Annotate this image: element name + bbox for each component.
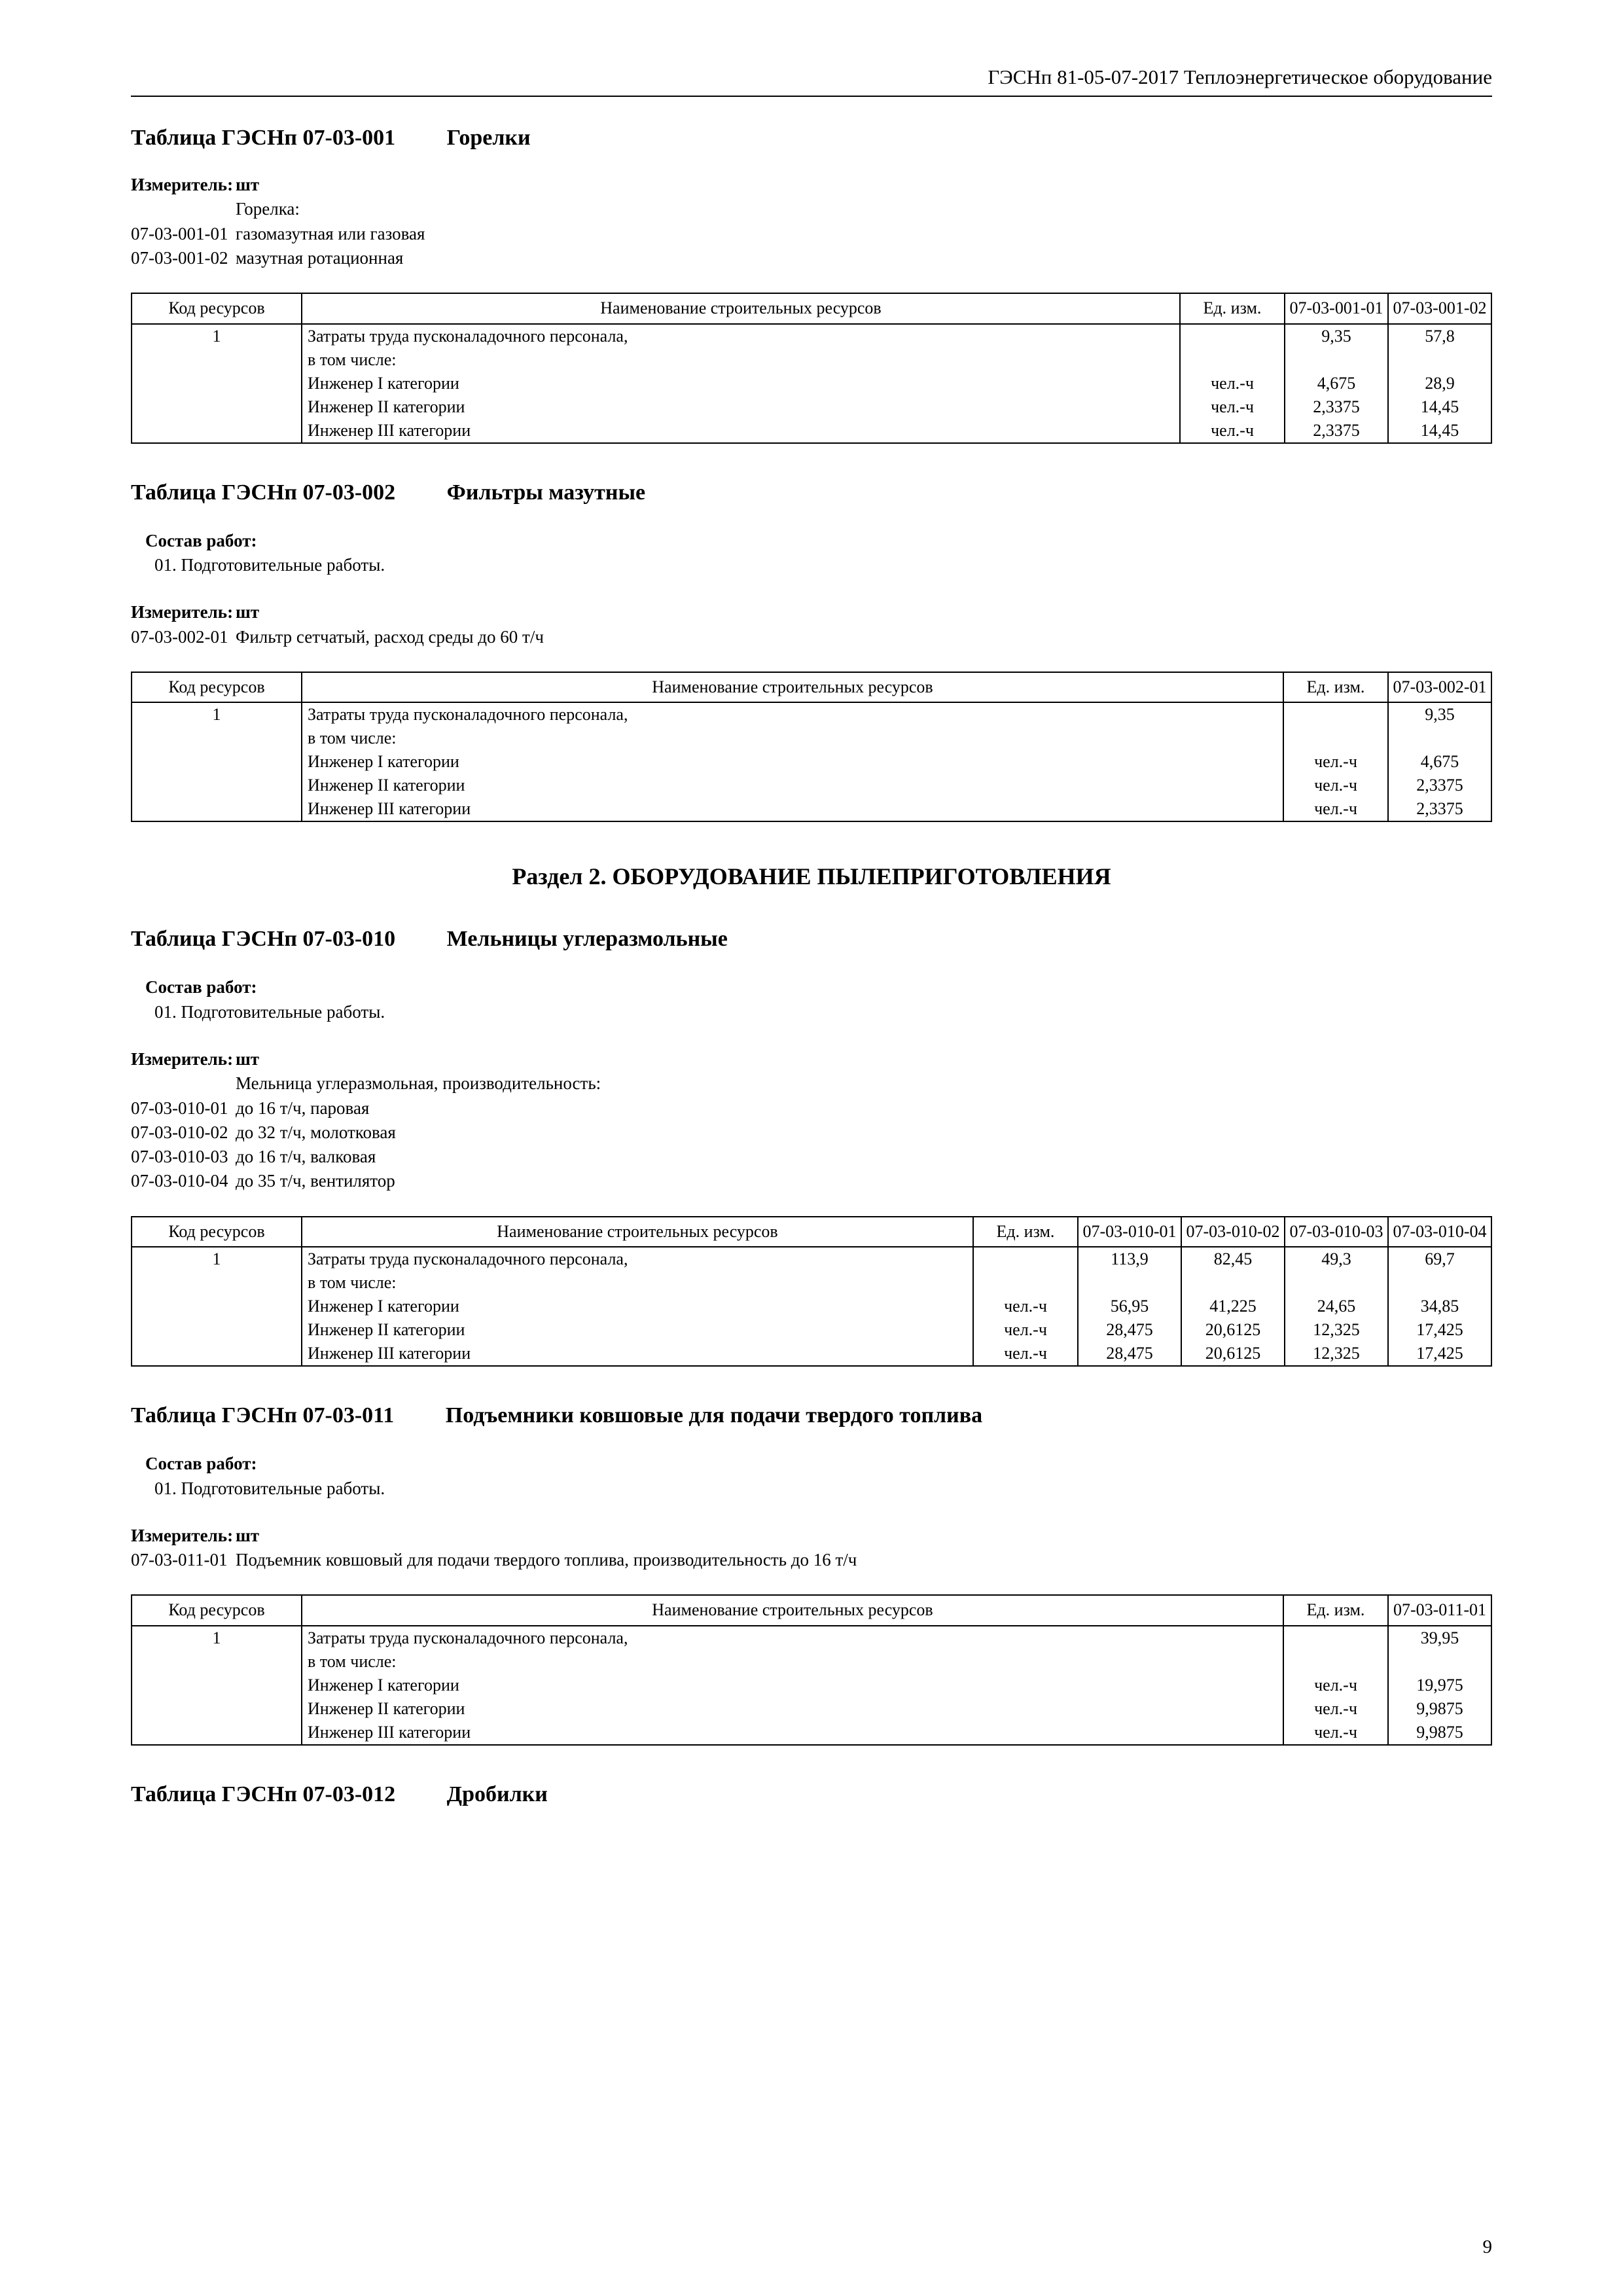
table-row	[132, 1721, 1491, 1745]
composition-item: 01. Подготовительные работы.	[154, 1002, 385, 1022]
composition-block	[131, 975, 1492, 1025]
measure-caption: Горелка:	[236, 199, 300, 219]
row-value: 28,475	[1078, 1342, 1181, 1366]
row-name: Инженер I категории	[302, 1295, 973, 1318]
row-code	[132, 774, 302, 797]
item-code: 07-03-001-01	[131, 223, 228, 243]
row-value: 57,8	[1388, 324, 1491, 348]
table-heading	[131, 480, 1492, 505]
col-header-variant-1: 07-03-011-01	[1388, 1595, 1491, 1626]
row-unit	[973, 1247, 1078, 1271]
measure-label: Измеритель:	[131, 1525, 234, 1545]
table-row	[132, 372, 1491, 395]
item-code: 07-03-010-01	[131, 1098, 228, 1118]
row-name: Инженер II категории	[302, 1318, 973, 1342]
row-value: 9,9875	[1388, 1721, 1491, 1745]
table-row	[132, 348, 1491, 372]
row-name: Затраты труда пусконаладочного персонала,	[302, 324, 1180, 348]
col-header-name: Наименование строительных ресурсов	[302, 1217, 973, 1247]
col-header-name: Наименование строительных ресурсов	[302, 1595, 1283, 1626]
row-unit: чел.-ч	[1283, 1674, 1388, 1697]
row-unit: чел.-ч	[973, 1342, 1078, 1366]
row-code	[132, 1342, 302, 1366]
table-row	[132, 395, 1491, 419]
row-name: в том числе:	[302, 726, 1283, 750]
row-value: 2,3375	[1285, 395, 1388, 419]
table-heading-code: Таблица ГЭСНп 07-03-010	[131, 927, 396, 952]
row-value: 2,3375	[1285, 419, 1388, 443]
row-name: Инженер II категории	[302, 1697, 1283, 1721]
row-unit	[1283, 726, 1388, 750]
col-header-code: Код ресурсов	[132, 293, 302, 324]
row-name: Инженер II категории	[302, 774, 1283, 797]
row-code	[132, 1697, 302, 1721]
row-value: 4,675	[1388, 750, 1491, 774]
col-header-variant-1: 07-03-001-01	[1285, 293, 1388, 324]
page-number: 9	[1482, 2236, 1492, 2257]
row-value: 9,35	[1285, 324, 1388, 348]
table-row	[132, 702, 1491, 726]
table-row	[132, 1674, 1491, 1697]
table-header-row	[132, 1217, 1491, 1247]
row-name: в том числе:	[302, 348, 1180, 372]
item-text: Подъемник ковшовый для подачи твердого топлива, производительность до 16 т/ч	[236, 1550, 857, 1570]
row-unit: чел.-ч	[1283, 774, 1388, 797]
measure-value: шт	[236, 1049, 260, 1069]
row-value: 14,45	[1388, 395, 1491, 419]
row-value: 9,35	[1388, 702, 1491, 726]
row-code: 1	[132, 702, 302, 726]
row-code	[132, 1674, 302, 1697]
table-heading-code: Таблица ГЭСНп 07-03-001	[131, 126, 396, 150]
row-value: 4,675	[1285, 372, 1388, 395]
measure-value: шт	[236, 1525, 260, 1545]
col-header-variant-2: 07-03-010-02	[1181, 1217, 1285, 1247]
row-value	[1388, 726, 1491, 750]
col-header-unit: Ед. изм.	[1180, 293, 1285, 324]
table-block-07-03-011	[131, 1403, 1492, 1746]
table-block-07-03-010	[131, 927, 1492, 1367]
row-unit	[1283, 1650, 1388, 1674]
row-value	[1388, 348, 1491, 372]
resource-table	[131, 1594, 1492, 1746]
table-header-row	[132, 672, 1491, 703]
section-heading: Раздел 2. ОБОРУДОВАНИЕ ПЫЛЕПРИГОТОВЛЕНИЯ	[512, 863, 1111, 890]
table-row	[132, 750, 1491, 774]
row-unit	[1283, 702, 1388, 726]
table-header-row	[132, 1595, 1491, 1626]
row-value: 12,325	[1285, 1318, 1388, 1342]
row-code	[132, 726, 302, 750]
row-code	[132, 372, 302, 395]
row-value: 113,9	[1078, 1247, 1181, 1271]
col-header-unit: Ед. изм.	[1283, 1595, 1388, 1626]
row-unit	[1180, 324, 1285, 348]
row-value: 2,3375	[1388, 774, 1491, 797]
row-name: Затраты труда пусконаладочного персонала,	[302, 1247, 973, 1271]
row-name: в том числе:	[302, 1650, 1283, 1674]
item-text: до 32 т/ч, молотковая	[236, 1122, 396, 1142]
row-name: Инженер II категории	[302, 395, 1180, 419]
row-code: 1	[132, 1247, 302, 1271]
row-name: Инженер I категории	[302, 1674, 1283, 1697]
row-value	[1285, 1271, 1388, 1295]
table-header-row	[132, 293, 1491, 324]
row-unit: чел.-ч	[1180, 372, 1285, 395]
row-value: 19,975	[1388, 1674, 1491, 1697]
col-header-variant-2: 07-03-001-02	[1388, 293, 1491, 324]
col-header-variant-3: 07-03-010-03	[1285, 1217, 1388, 1247]
measure-caption: Мельница углеразмольная, производительность:	[236, 1073, 601, 1094]
row-code	[132, 419, 302, 443]
col-header-code: Код ресурсов	[132, 1217, 302, 1247]
resource-table	[131, 672, 1492, 823]
row-value: 20,6125	[1181, 1342, 1285, 1366]
composition-block	[131, 1452, 1492, 1501]
table-heading-name: Горелки	[446, 126, 531, 150]
row-code	[132, 1318, 302, 1342]
row-code: 1	[132, 1626, 302, 1650]
table-heading-code: Таблица ГЭСНп 07-03-011	[131, 1403, 395, 1428]
row-code: 1	[132, 324, 302, 348]
table-row	[132, 726, 1491, 750]
row-code	[132, 348, 302, 372]
table-row	[132, 1295, 1491, 1318]
list-item	[131, 1169, 1492, 1193]
measure-value: шт	[236, 175, 260, 194]
row-value: 28,475	[1078, 1318, 1181, 1342]
row-unit: чел.-ч	[1283, 750, 1388, 774]
col-header-name: Наименование строительных ресурсов	[302, 293, 1180, 324]
item-text: мазутная ротационная	[236, 247, 404, 268]
composition-title: Состав работ:	[145, 1454, 257, 1474]
row-code	[132, 1721, 302, 1745]
page-header: ГЭСНп 81-05-07-2017 Теплоэнергетическое оборудование	[131, 65, 1492, 97]
item-code: 07-03-010-03	[131, 1147, 228, 1167]
row-unit: чел.-ч	[1283, 1697, 1388, 1721]
row-code	[132, 1295, 302, 1318]
row-value	[1285, 348, 1388, 372]
row-code	[132, 750, 302, 774]
resource-table	[131, 293, 1492, 444]
table-row	[132, 774, 1491, 797]
row-name: Затраты труда пусконаладочного персонала,	[302, 1626, 1283, 1650]
row-name: Инженер III категории	[302, 1721, 1283, 1745]
table-heading-code: Таблица ГЭСНп 07-03-002	[131, 480, 396, 505]
composition-block	[131, 529, 1492, 579]
item-text: до 16 т/ч, валковая	[236, 1147, 376, 1167]
row-name: Затраты труда пусконаладочного персонала,	[302, 702, 1283, 726]
measure-label: Измеритель:	[131, 602, 234, 622]
table-row	[132, 1697, 1491, 1721]
measure-value: шт	[236, 602, 260, 622]
row-name: в том числе:	[302, 1271, 973, 1295]
measure-block	[131, 1047, 1492, 1194]
composition-item: 01. Подготовительные работы.	[154, 1479, 385, 1498]
list-item	[131, 1145, 1492, 1169]
col-header-code: Код ресурсов	[132, 672, 302, 703]
table-heading	[131, 126, 1492, 151]
measure-block	[131, 1524, 1492, 1573]
item-code: 07-03-001-02	[131, 247, 228, 268]
row-value: 49,3	[1285, 1247, 1388, 1271]
row-unit	[1180, 348, 1285, 372]
composition-title: Состав работ:	[145, 977, 257, 997]
item-text: Фильтр сетчатый, расход среды до 60 т/ч	[236, 626, 544, 647]
row-code	[132, 395, 302, 419]
item-text: газомазутная или газовая	[236, 223, 425, 243]
row-unit: чел.-ч	[1180, 419, 1285, 443]
row-value: 34,85	[1388, 1295, 1491, 1318]
table-block-07-03-002	[131, 480, 1492, 823]
composition-item: 01. Подготовительные работы.	[154, 555, 385, 575]
table-row	[132, 324, 1491, 348]
row-name: Инженер III категории	[302, 419, 1180, 443]
col-header-variant-1: 07-03-002-01	[1388, 672, 1491, 703]
row-value: 12,325	[1285, 1342, 1388, 1366]
table-heading	[131, 1403, 1492, 1428]
item-text: до 16 т/ч, паровая	[236, 1098, 370, 1118]
row-value: 2,3375	[1388, 797, 1491, 821]
row-value	[1181, 1271, 1285, 1295]
row-value: 9,9875	[1388, 1697, 1491, 1721]
table-row	[132, 419, 1491, 443]
row-name: Инженер III категории	[302, 1342, 973, 1366]
measure-label: Измеритель:	[131, 1049, 234, 1069]
item-code: 07-03-002-01	[131, 626, 228, 647]
row-name: Инженер I категории	[302, 750, 1283, 774]
row-value: 82,45	[1181, 1247, 1285, 1271]
row-value: 24,65	[1285, 1295, 1388, 1318]
row-value	[1388, 1650, 1491, 1674]
table-heading-name: Подъемники ковшовые для подачи твердого топлива	[445, 1403, 983, 1428]
list-item	[131, 1096, 1492, 1121]
row-value: 20,6125	[1181, 1318, 1285, 1342]
row-value: 17,425	[1388, 1342, 1491, 1366]
row-value: 69,7	[1388, 1247, 1491, 1271]
row-value	[1388, 1271, 1491, 1295]
table-heading-name: Дробилки	[446, 1782, 548, 1806]
measure-block	[131, 173, 1492, 270]
table-row	[132, 1626, 1491, 1650]
row-value: 28,9	[1388, 372, 1491, 395]
item-code: 07-03-011-01	[131, 1550, 228, 1570]
row-unit: чел.-ч	[1180, 395, 1285, 419]
measure-block	[131, 600, 1492, 649]
table-row	[132, 1247, 1491, 1271]
table-heading-name: Мельницы углеразмольные	[446, 927, 728, 952]
row-unit: чел.-ч	[973, 1295, 1078, 1318]
row-unit	[973, 1271, 1078, 1295]
row-unit: чел.-ч	[973, 1318, 1078, 1342]
measure-label: Измеритель:	[131, 175, 234, 194]
list-item	[131, 625, 1492, 649]
row-unit: чел.-ч	[1283, 1721, 1388, 1745]
item-code: 07-03-010-02	[131, 1122, 228, 1142]
item-text: до 35 т/ч, вентилятор	[236, 1171, 395, 1191]
row-unit: чел.-ч	[1283, 797, 1388, 821]
table-row	[132, 1271, 1491, 1295]
row-unit	[1283, 1626, 1388, 1650]
col-header-variant-4: 07-03-010-04	[1388, 1217, 1491, 1247]
list-item	[131, 1548, 1492, 1572]
list-item	[131, 222, 1492, 246]
table-heading-code: Таблица ГЭСНп 07-03-012	[131, 1782, 396, 1806]
item-code: 07-03-010-04	[131, 1171, 228, 1191]
table-heading-name: Фильтры мазутные	[446, 480, 646, 505]
table-row	[132, 797, 1491, 821]
row-value: 56,95	[1078, 1295, 1181, 1318]
table-row	[132, 1650, 1491, 1674]
table-heading	[131, 927, 1492, 952]
col-header-unit: Ед. изм.	[973, 1217, 1078, 1247]
col-header-name: Наименование строительных ресурсов	[302, 672, 1283, 703]
composition-title: Состав работ:	[145, 530, 257, 550]
row-value: 41,225	[1181, 1295, 1285, 1318]
table-row	[132, 1342, 1491, 1366]
row-name: Инженер III категории	[302, 797, 1283, 821]
table-row	[132, 1318, 1491, 1342]
row-value	[1078, 1271, 1181, 1295]
col-header-unit: Ед. изм.	[1283, 672, 1388, 703]
row-code	[132, 1650, 302, 1674]
list-item	[131, 1121, 1492, 1145]
row-name: Инженер I категории	[302, 372, 1180, 395]
row-value: 14,45	[1388, 419, 1491, 443]
row-value: 17,425	[1388, 1318, 1491, 1342]
list-item	[131, 246, 1492, 270]
row-code	[132, 1271, 302, 1295]
resource-table	[131, 1216, 1492, 1367]
row-value: 39,95	[1388, 1626, 1491, 1650]
row-code	[132, 797, 302, 821]
table-heading-07-03-012	[131, 1782, 1492, 1807]
col-header-variant-1: 07-03-010-01	[1078, 1217, 1181, 1247]
col-header-code: Код ресурсов	[132, 1595, 302, 1626]
table-block-07-03-001	[131, 126, 1492, 444]
